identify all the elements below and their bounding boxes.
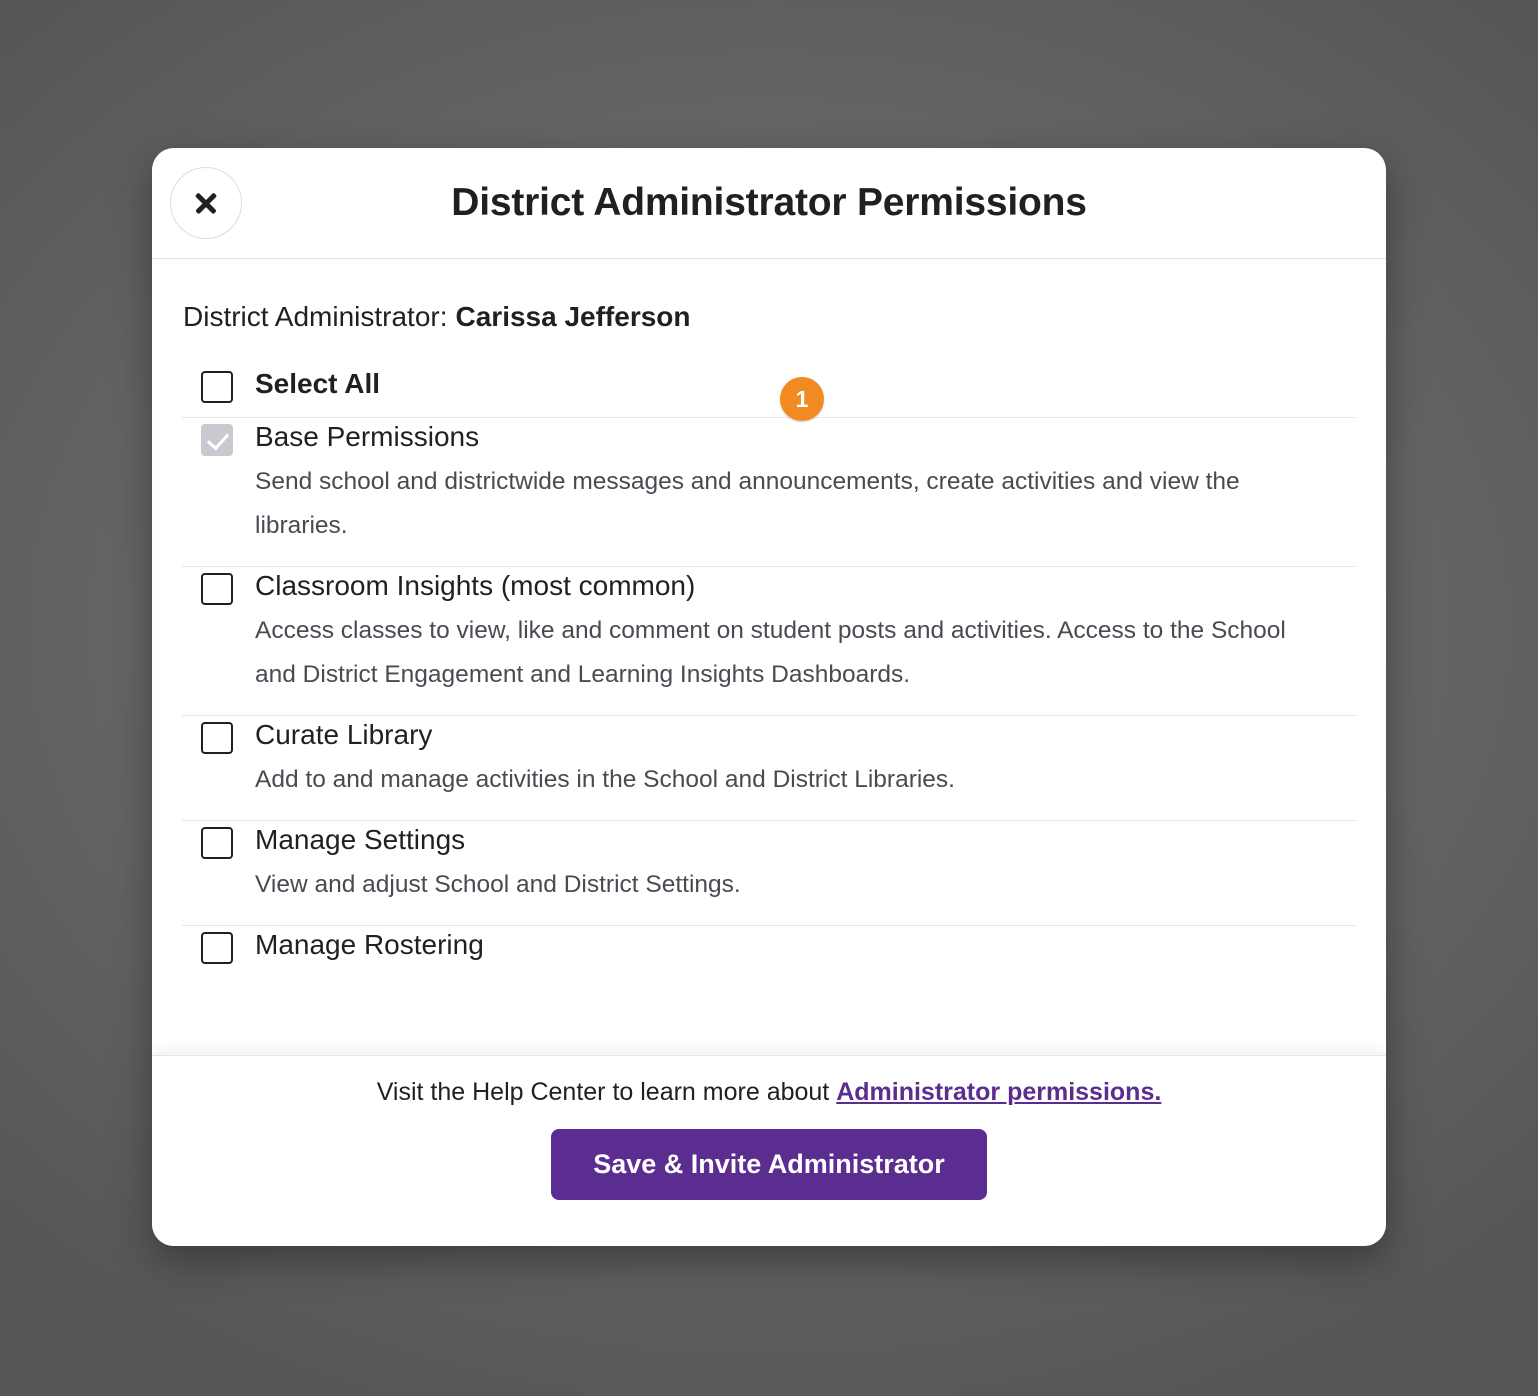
permission-label: Select All <box>255 368 381 399</box>
checkbox-manage-rostering[interactable] <box>201 932 233 964</box>
permission-description: View and adjust School and District Settings. <box>255 871 741 898</box>
permission-row-manage-rostering[interactable] <box>182 926 1356 986</box>
permission-label: Manage Rostering <box>255 929 484 960</box>
administrator-line <box>183 301 1356 333</box>
permission-row-select-all[interactable] <box>182 365 1356 418</box>
checkbox-curate-library[interactable] <box>201 722 233 754</box>
modal-header <box>152 148 1386 259</box>
close-icon <box>191 188 221 218</box>
page-title: District Administrator Permissions <box>451 181 1087 224</box>
permission-row-base-permissions <box>182 418 1356 567</box>
permission-row-curate-library[interactable] <box>182 716 1356 821</box>
help-center-label: Visit the Help Center to learn more about <box>376 1078 830 1106</box>
permission-text <box>255 716 1356 802</box>
permissions-modal <box>152 148 1386 1246</box>
permission-description: Add to and manage activities in the School and District Libraries. <box>255 766 955 793</box>
checkbox-manage-settings[interactable] <box>201 827 233 859</box>
permission-label: Manage Settings <box>255 824 466 855</box>
permission-row-classroom-insights[interactable] <box>182 567 1356 716</box>
close-button[interactable] <box>170 167 242 239</box>
permission-text <box>255 567 1356 697</box>
checkbox-select-all[interactable] <box>201 371 233 403</box>
checkbox-classroom-insights[interactable] <box>201 573 233 605</box>
permission-text <box>255 418 1356 548</box>
administrator-name: Carissa Jefferson <box>455 301 691 332</box>
administrator-permissions-link[interactable]: Administrator permissions. <box>836 1078 1162 1106</box>
permission-description: Send school and districtwide messages and announcements, create activities and view the libraries. <box>255 468 1240 539</box>
administrator-label: District Administrator: <box>183 301 448 332</box>
save-invite-administrator-button[interactable]: Save & Invite Administrator <box>551 1129 987 1200</box>
modal-footer <box>152 1055 1386 1246</box>
permission-row-manage-settings[interactable] <box>182 821 1356 926</box>
permission-description: Access classes to view, like and comment on student posts and activities. Access to the School and District Engagement and Learning Insights Dashboards. <box>255 617 1286 688</box>
help-center-text <box>377 1078 1162 1107</box>
annotation-badge-1: 1 <box>780 377 824 421</box>
permission-text <box>255 821 1356 907</box>
permission-label: Classroom Insights (most common) <box>255 570 696 601</box>
checkbox-base-permissions <box>201 424 233 456</box>
permission-label: Curate Library <box>255 719 433 750</box>
modal-body <box>152 259 1386 1055</box>
permission-text <box>255 926 1356 968</box>
permission-label: Base Permissions <box>255 421 480 452</box>
permissions-list <box>182 365 1356 986</box>
